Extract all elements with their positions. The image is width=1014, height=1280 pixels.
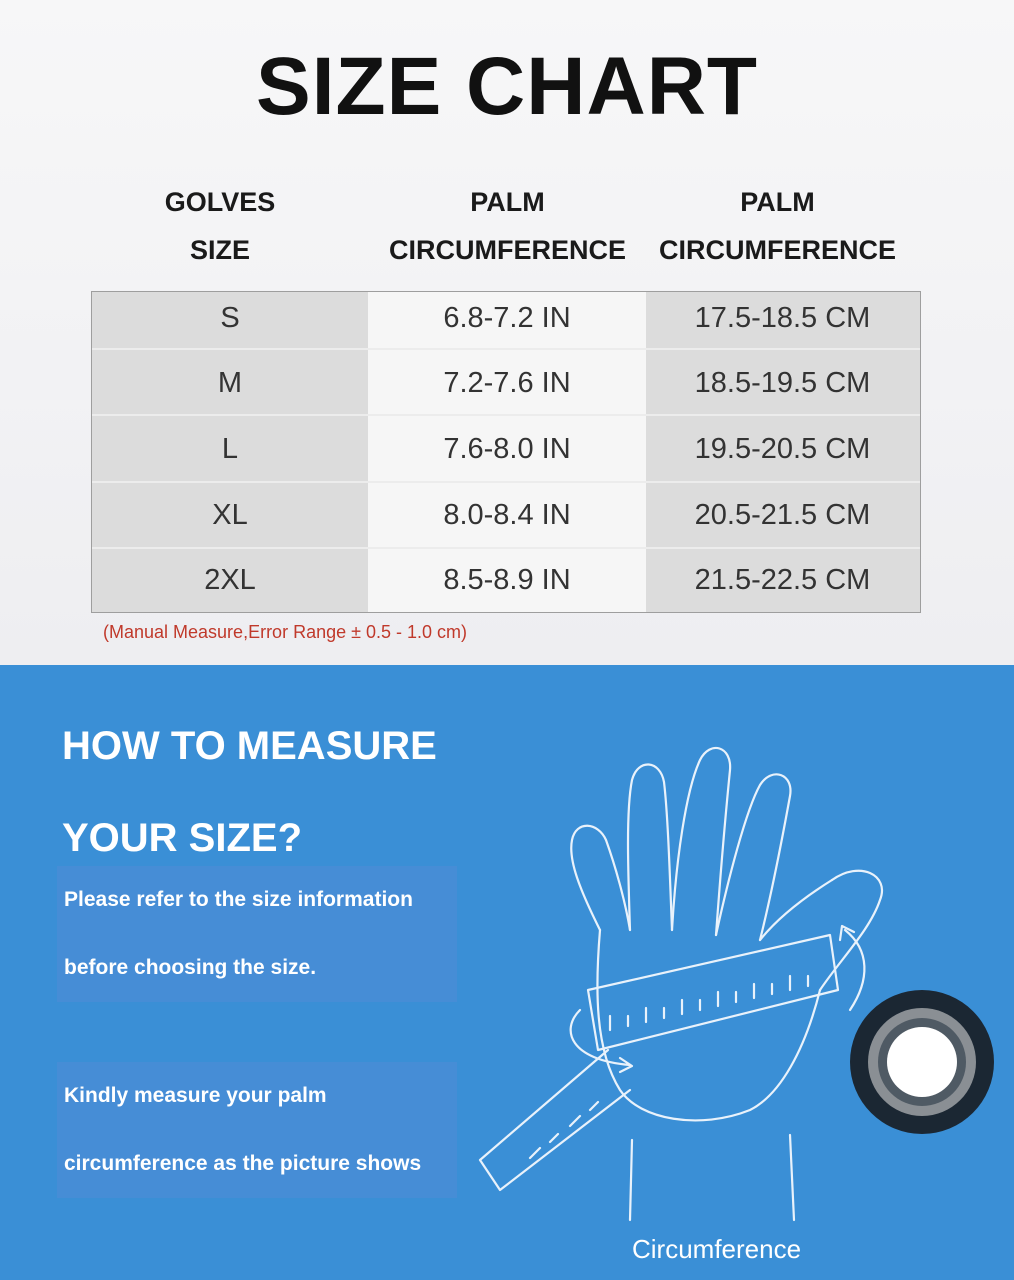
- tip-box-1: [57, 866, 457, 1002]
- cell-size: M: [217, 367, 243, 399]
- cell-inch: 7.2-7.6 IN: [443, 367, 571, 399]
- header-line: PALM: [740, 187, 815, 217]
- measure-note: (Manual Measure,Error Range ± 0.5 - 1.0 cm): [103, 622, 468, 642]
- header-line: SIZE: [189, 235, 250, 265]
- tape-ticks: [530, 1102, 598, 1158]
- cell-cm: 17.5-18.5 CM: [694, 302, 871, 334]
- hand-measure-illustration: [460, 690, 900, 1230]
- cell-inch: 8.0-8.4 IN: [443, 499, 571, 531]
- page-title: SIZE CHART: [256, 41, 758, 132]
- header-palm-inch: [375, 178, 640, 274]
- how-to-line: HOW TO MEASURE: [62, 724, 437, 768]
- cell-cm: 20.5-21.5 CM: [694, 499, 871, 531]
- header-palm-cm: [645, 178, 910, 274]
- palm-outline: [597, 930, 820, 1120]
- header-line: PALM: [470, 187, 545, 217]
- header-line: CIRCUMFERENCE: [658, 235, 896, 265]
- header-glove-size: [120, 178, 320, 274]
- tip-line: circumference as the picture shows: [64, 1152, 422, 1175]
- cell-size: XL: [212, 499, 248, 531]
- circumference-label: Circumference: [632, 1234, 802, 1264]
- wrist-outline: [790, 1135, 794, 1220]
- size-table: [91, 291, 921, 613]
- cell-inch: 8.5-8.9 IN: [443, 564, 571, 596]
- finger-outline: [628, 764, 672, 930]
- cell-cm: 18.5-19.5 CM: [694, 367, 871, 399]
- tip-line: before choosing the size.: [64, 956, 317, 979]
- tip-box-2: [57, 1062, 457, 1198]
- cell-size: S: [220, 302, 240, 334]
- tape-band: [588, 935, 838, 1050]
- finger-outline: [571, 826, 630, 930]
- record-button-icon[interactable]: [850, 990, 994, 1134]
- cell-cm: 19.5-20.5 CM: [694, 433, 871, 465]
- tip-line: Please refer to the size information: [64, 888, 413, 911]
- cell-size: 2XL: [204, 564, 256, 596]
- cell-size: L: [221, 433, 239, 465]
- cell-inch: 6.8-7.2 IN: [443, 302, 571, 334]
- tape-end: [480, 1050, 630, 1190]
- header-line: GOLVES: [164, 187, 276, 217]
- how-to-line: YOUR SIZE?: [62, 816, 303, 860]
- how-to-heading: [62, 700, 437, 884]
- wrist-outline: [630, 1140, 632, 1220]
- cell-inch: 7.6-8.0 IN: [443, 433, 571, 465]
- cell-cm: 21.5-22.5 CM: [694, 564, 871, 596]
- header-line: CIRCUMFERENCE: [388, 235, 626, 265]
- record-dot: [887, 1027, 957, 1097]
- tip-line: Kindly measure your palm: [64, 1084, 327, 1107]
